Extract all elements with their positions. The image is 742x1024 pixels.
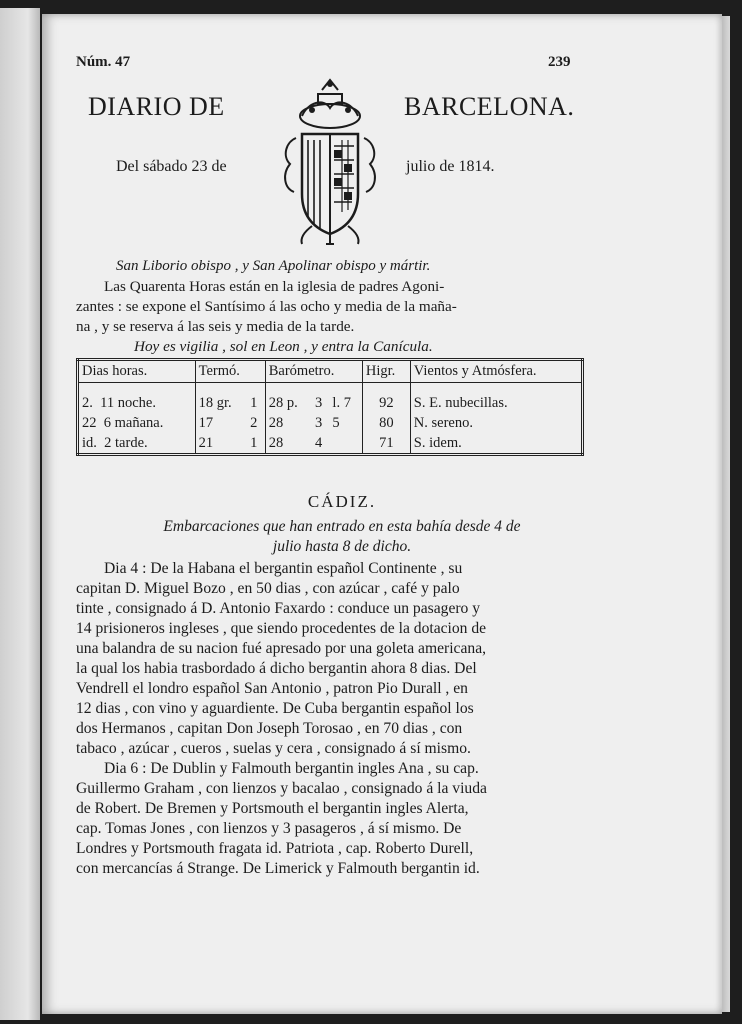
wind-cell: S. idem. [413, 434, 462, 451]
body-line: Guillermo Graham , con lienzos y bacalao , consignado á la viuda [76, 780, 487, 797]
hour: 2 tarde. [104, 434, 148, 451]
therm-fraction: 1 [247, 433, 265, 455]
baro-inches: 28 [268, 434, 284, 451]
date-right: julio de 1814. [406, 158, 495, 175]
body-line: capitan D. Miguel Bozo , en 50 dias , con azúcar , café y palo [76, 580, 460, 597]
body-line: dos Hermanos , capitan Don Joseph Torosao , en 70 dias , con [76, 720, 463, 737]
day-hour-cell [78, 433, 196, 455]
therm-cell: 18 gr. [198, 394, 232, 411]
weather-header-row [78, 360, 583, 383]
page-stack-edge [722, 16, 730, 1012]
weather-table [76, 358, 584, 456]
hour: 6 mañana. [103, 414, 164, 431]
newspaper-page [42, 14, 722, 1014]
body-line: Dia 6 : De Dublin y Falmouth bergantin ingles Ana , su cap. [104, 760, 479, 777]
col-header-hygrometer: Higr. [362, 360, 410, 383]
coat-of-arms-icon [272, 76, 388, 252]
notice-line: Las Quarenta Horas están en la iglesia de padres Agoni- [104, 278, 445, 295]
body-line: una balandra de su nacion fué apresado por una goleta americana, [76, 640, 487, 657]
body-line: con mercancías á Strange. De Limerick y Falmouth bergantin id. [76, 860, 480, 877]
day-hour-cell [78, 413, 196, 433]
issue-number: Núm. 47 [76, 54, 131, 70]
baro-points [329, 433, 362, 455]
baro-lines: 4 [314, 434, 323, 451]
hour: 11 noche. [100, 394, 156, 411]
body-line: de Robert. De Bremen y Portsmouth el bergantin ingles Alerta, [76, 800, 469, 817]
baro-inches: 28 p. [268, 394, 298, 411]
weather-row [78, 383, 583, 414]
body-line: tinte , consignado á D. Antonio Faxardo : conduce un pasagero y [76, 600, 481, 617]
baro-inches: 28 [268, 414, 284, 431]
body-line: Vendrell el londro español San Antonio , patron Pio Durall , en [76, 680, 468, 697]
hygro-cell: 80 [362, 413, 410, 433]
masthead-title-left: DIARIO DE [88, 92, 225, 121]
notice-line: Hoy es vigilia , sol en Leon , y entra la Canícula. [134, 338, 433, 355]
body-line: cap. Tomas Jones , con lienzos y 3 pasageros , á sí mismo. De [76, 820, 462, 837]
notice-line: na , y se reserva á las seis y media de la tarde. [76, 318, 355, 335]
weather-row [78, 413, 583, 433]
wind-cell: S. E. nubecillas. [413, 394, 508, 411]
col-header-days: Dias horas. [78, 360, 196, 383]
day-hour-cell [78, 383, 196, 414]
therm-cell: 17 [198, 414, 214, 431]
therm-cell: 21 [198, 434, 214, 451]
day: 22 [82, 414, 97, 431]
subheading-line: Embarcaciones que han entrado en esta bahía desde 4 de [163, 518, 521, 535]
baro-lines: 3 [314, 414, 323, 431]
baro-points: l. 7 [329, 383, 362, 414]
baro-lines: 3 [314, 394, 323, 411]
baro-points: 5 [329, 413, 362, 433]
body-line: Londres y Portsmouth fragata id. Patriota , cap. Roberto Durell, [76, 840, 474, 857]
body-line: 14 prisioneros ingleses , que siendo procedentes de la dotacion de [76, 620, 487, 637]
therm-fraction: 1 [247, 383, 265, 414]
hygro-cell: 71 [362, 433, 410, 455]
day: 2. [82, 394, 93, 411]
subheading-line: julio hasta 8 de dicho. [272, 538, 412, 555]
col-header-barometer: Barómetro. [265, 360, 362, 383]
hygro-cell: 92 [362, 383, 410, 414]
page-number: 239 [548, 54, 571, 70]
saints-of-day: San Liborio obispo , y San Apolinar obispo y mártir. [116, 258, 431, 274]
section-title: CÁDIZ. [307, 492, 377, 511]
previous-page-edge [0, 8, 40, 1020]
wind-cell: N. sereno. [413, 414, 473, 431]
masthead-title-right: BARCELONA. [404, 92, 575, 121]
date-left: Del sábado 23 de [116, 158, 227, 175]
body-line: Dia 4 : De la Habana el bergantin español Continente , su [104, 560, 463, 577]
col-header-winds: Vientos y Atmósfera. [410, 360, 582, 383]
body-line: 12 dias , con vino y aguardiente. De Cuba bergantin español los [76, 700, 474, 717]
body-line: la qual los habia trasbordado á dicho bergantin ahora 8 dias. Del [76, 660, 477, 677]
col-header-thermometer: Termó. [195, 360, 265, 383]
body-line: tabaco , azúcar , cueros , suelas y cera , consignado á sí mismo. [76, 740, 471, 757]
day: id. [82, 434, 97, 451]
weather-row [78, 433, 583, 455]
notice-line: zantes : se expone el Santísimo á las ocho y media de la maña- [76, 298, 457, 315]
therm-fraction: 2 [247, 413, 265, 433]
